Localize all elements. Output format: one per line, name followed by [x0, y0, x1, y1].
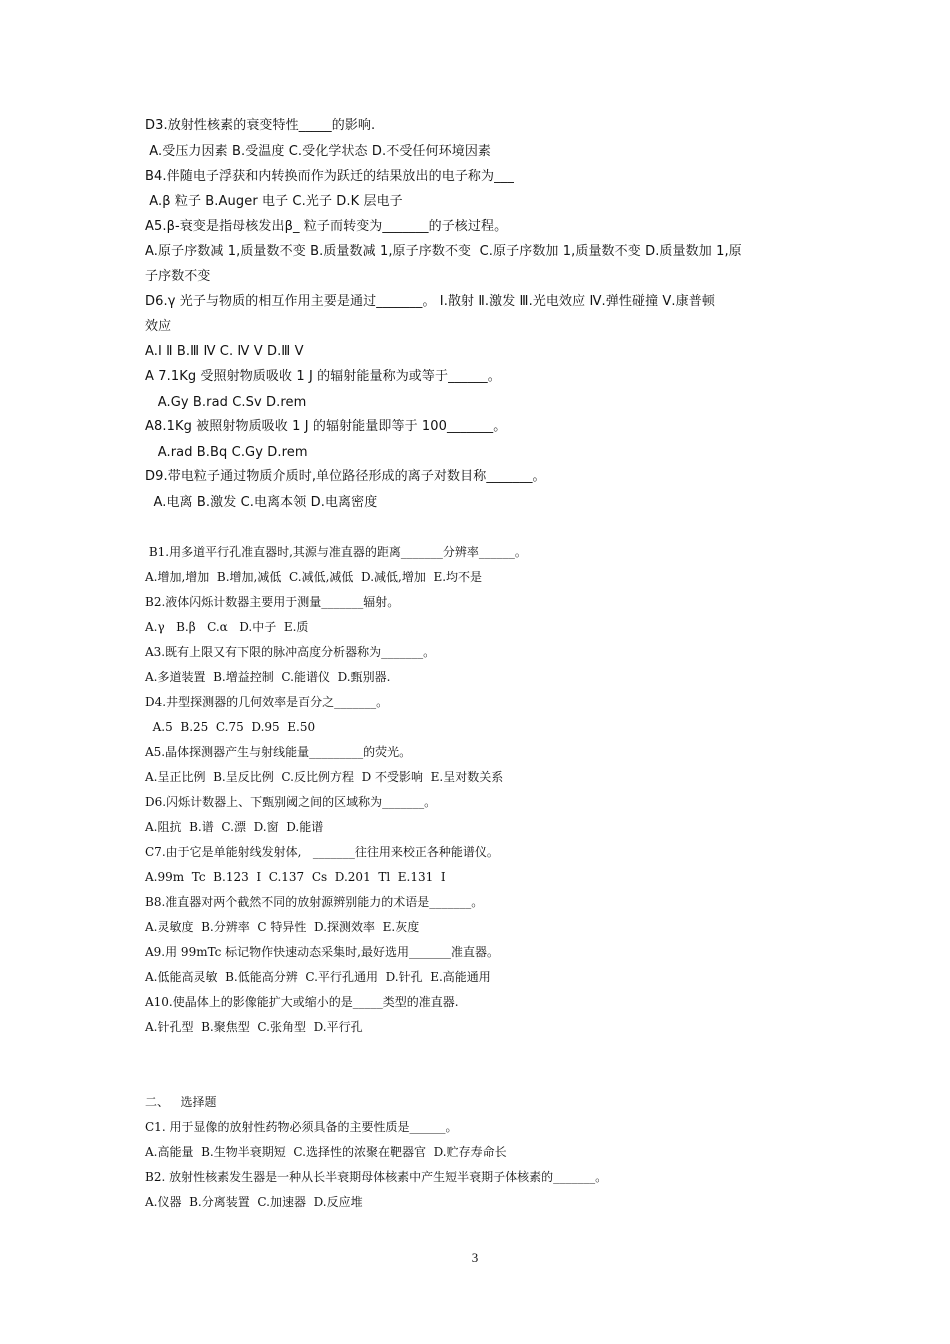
question-a9: A9.用 99mTc 标记物作快速动态采集时,最好选用_______准直器。 — [145, 945, 500, 959]
options-a5b: A.呈正比例 B.呈反比例 C.反比例方程 D 不受影响 E.呈对数关系 — [145, 770, 504, 784]
question-a5: A5.β-衰变是指母核发出β_ 粒子而转变为_______的子核过程。 — [145, 219, 508, 234]
options-d6b: A.阻抗 B.谱 C.漂 D.窗 D.能谱 — [145, 820, 324, 834]
question-b4: B4.伴随电子浮获和内转换而作为跃迁的结果放出的电子称为___ — [145, 169, 514, 184]
options-c1: A.高能量 B.生物半衰期短 C.选择性的浓聚在靶器官 D.贮存寿命长 — [145, 1145, 507, 1159]
options-a7: A.Gy B.rad C.Sv D.rem — [145, 395, 307, 410]
options-a9: A.低能高灵敏 B.低能高分辨 C.平行孔通用 D.针孔 E.高能通用 — [145, 970, 491, 984]
question-d6-line1: D6.γ 光子与物质的相互作用主要是通过_______。 Ⅰ.散射 Ⅱ.激发 Ⅲ.光电效应 Ⅳ.弹性碰撞 Ⅴ.康普顿 — [145, 294, 715, 309]
options-a10: A.针孔型 B.聚焦型 C.张角型 D.平行孔 — [145, 1020, 363, 1034]
options-a5-line2: 子序数不变 — [145, 269, 211, 284]
question-c7: C7.由于它是单能射线发射体, _______往往用来校正各种能谱仪。 — [145, 845, 499, 859]
options-b1: A.增加,增加 B.增加,减低 C.减低,减低 D.减低,增加 E.均不是 — [145, 570, 483, 584]
options-a3: A.多道装置 B.增益控制 C.能谱仪 D.甄别器. — [145, 670, 391, 684]
page-number: 3 — [471, 1250, 479, 1265]
options-c7: A.99m Tc B.123 I C.137 Cs D.201 Tl E.131 I — [145, 870, 446, 884]
options-d4: A.5 B.25 C.75 D.95 E.50 — [145, 720, 316, 734]
question-b1: B1.用多道平行孔准直器时,其源与准直器的距离_______分辨率______。 — [145, 545, 527, 559]
section-heading: 二、 选择题 — [145, 1095, 217, 1109]
question-b2: B2.液体闪烁计数器主要用于测量_______辐射。 — [145, 595, 400, 609]
question-d3: D3.放射性核素的衰变特性_____的影响. — [145, 118, 376, 133]
options-d9: A.电离 B.激发 C.电离本领 D.电离密度 — [145, 495, 378, 510]
options-b4: A.β 粒子 B.Auger 电子 C.光子 D.K 层电子 — [145, 194, 403, 209]
options-b2b: A.仪器 B.分离装置 C.加速器 D.反应堆 — [145, 1195, 363, 1209]
question-c1: C1. 用于显像的放射性药物必须具备的主要性质是______。 — [145, 1120, 458, 1134]
question-a5b: A5.晶体探测器产生与射线能量_________的荧光。 — [145, 745, 412, 759]
question-d4: D4.井型探测器的几何效率是百分之_______。 — [145, 695, 389, 709]
options-b8: A.灵敏度 B.分辨率 C 特异性 D.探测效率 E.灰度 — [145, 920, 420, 934]
question-d6-line2: 效应 — [145, 319, 172, 334]
options-d3: A.受压力因素 B.受温度 C.受化学状态 D.不受任何环境因素 — [145, 144, 492, 159]
options-b2: A.γ B.β C.α D.中子 E.质 — [145, 620, 309, 634]
question-b8: B8.准直器对两个截然不同的放射源辨别能力的术语是_______。 — [145, 895, 484, 909]
question-d6b: D6.闪烁计数器上、下甄别阈之间的区域称为_______。 — [145, 795, 437, 809]
question-b2b: B2. 放射性核素发生器是一种从长半衰期母体核素中产生短半衰期子体核素的_______。 — [145, 1170, 608, 1184]
options-a5-line1: A.原子序数减 1,质量数不变 B.质量数减 1,原子序数不变 C.原子序数加 1,质量数不变 D.质量数加 1,原 — [145, 244, 742, 259]
question-d9: D9.带电粒子通过物质介质时,单位路径形成的离子对数目称_______。 — [145, 469, 546, 484]
options-a8: A.rad B.Bq C.Gy D.rem — [145, 445, 308, 460]
question-a8: A8.1Kg 被照射物质吸收 1 J 的辐射能量即等于 100_______。 — [145, 419, 507, 434]
options-d6: A.Ⅰ Ⅱ B.Ⅲ Ⅳ C. Ⅳ Ⅴ D.Ⅲ Ⅴ — [145, 344, 304, 359]
question-a7: A 7.1Kg 受照射物质吸收 1 J 的辐射能量称为或等于______。 — [145, 369, 501, 384]
question-a3: A3.既有上限又有下限的脉冲高度分析器称为_______。 — [145, 645, 436, 659]
question-a10: A10.使晶体上的影像能扩大或缩小的是_____类型的准直器. — [145, 995, 459, 1009]
